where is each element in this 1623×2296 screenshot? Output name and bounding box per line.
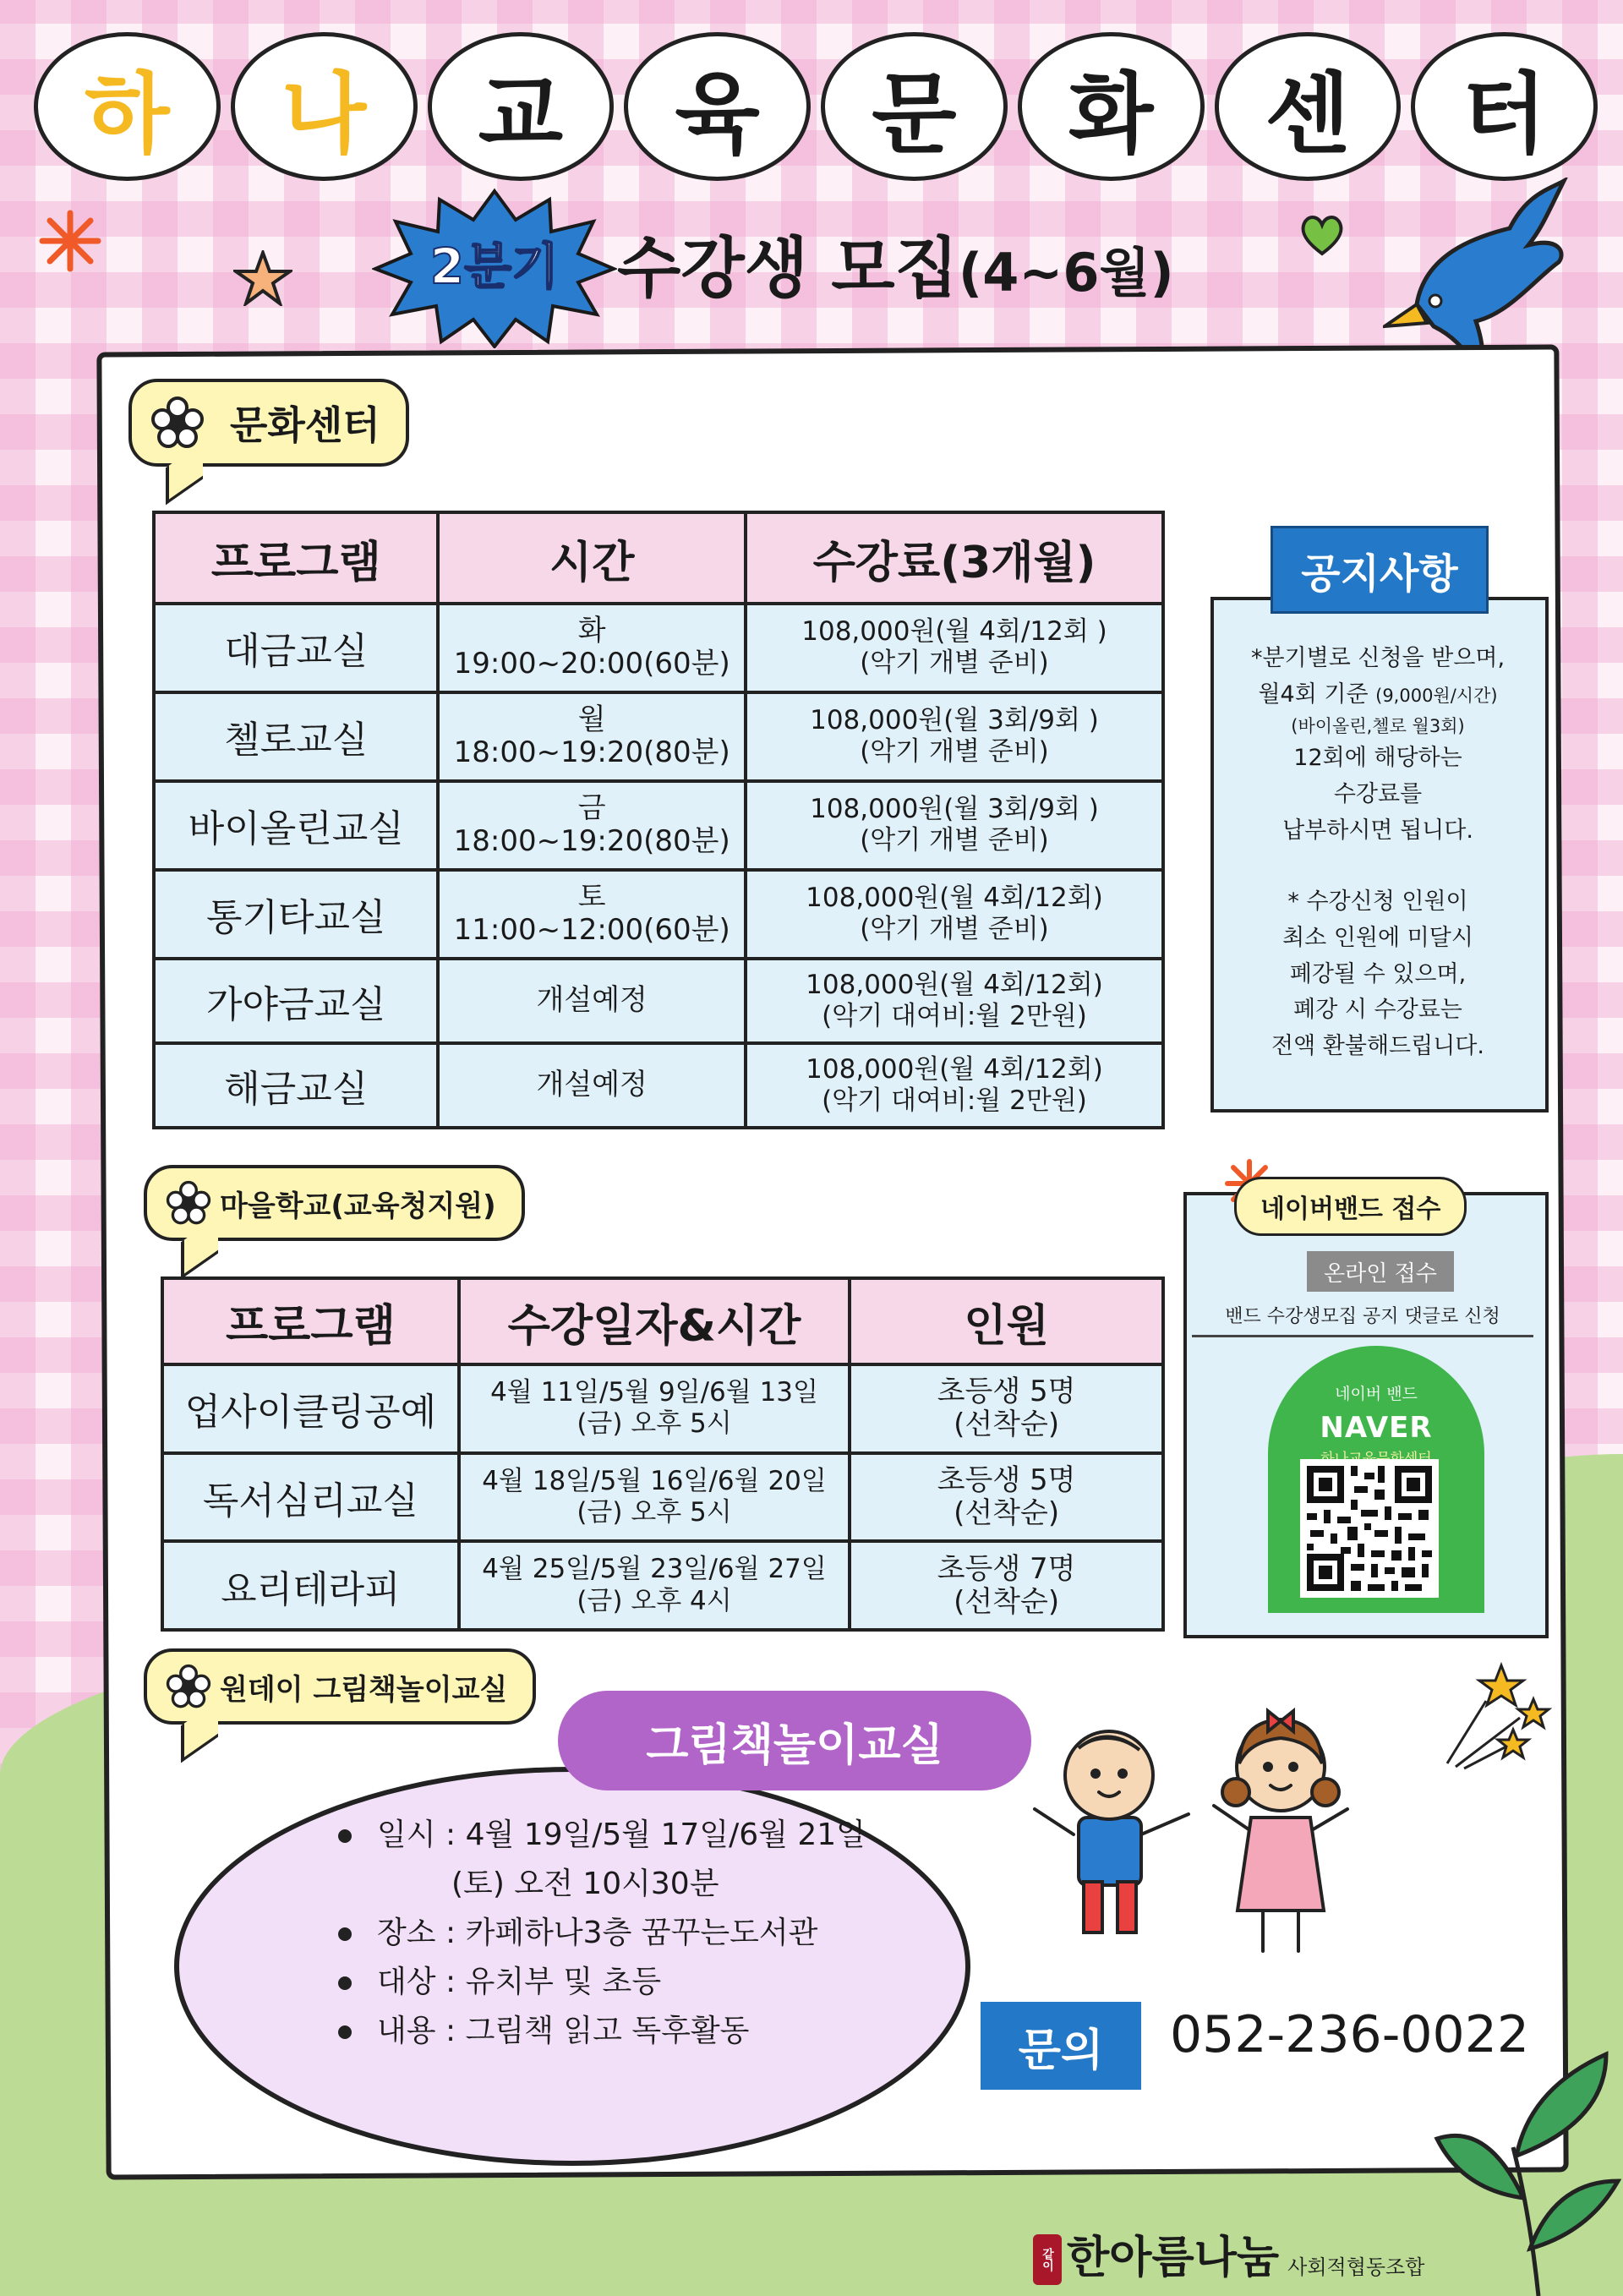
list-item: 내용 : 그림책 읽고 독후활동: [338, 2007, 866, 2056]
village-section-label: 마을학교(교육청지원): [220, 1189, 496, 1223]
village-table: [161, 1276, 1165, 1632]
stars-icon: [1442, 1662, 1552, 1772]
title-char: 나: [231, 32, 418, 181]
oneday-section-label: 원데이 그림책놀이교실: [220, 1672, 508, 1707]
recruit-subtitle: [617, 216, 1174, 310]
date-cell: 4월 18일/5월 16일/6월 20일 (금) 오후 5시: [459, 1453, 850, 1542]
table-header: 프로그램: [154, 512, 438, 604]
title-char: 센: [1215, 32, 1402, 181]
notice-title: 공지사항: [1271, 526, 1489, 614]
fee-cell: 108,000원(월 3회/9회 ) (악기 개별 준비): [746, 692, 1163, 781]
program-cell: 첼로교실: [154, 692, 438, 781]
fee-cell: 108,000원(월 4회/12회 ) (악기 개별 준비): [746, 604, 1163, 692]
band-tag: 네이버밴드 접수: [1234, 1177, 1467, 1236]
table-header: 인원: [850, 1278, 1163, 1364]
notice-line: 납부하시면 됩니다.: [1282, 817, 1473, 844]
subtitle-period: (4~6월): [958, 242, 1174, 303]
organization-logo: [1033, 2222, 1424, 2285]
title-row: [34, 32, 1598, 176]
title-char: 하: [34, 32, 221, 181]
list-item: 대상 : 유치부 및 초등: [338, 1958, 866, 2007]
culture-table: [152, 511, 1165, 1129]
title-char: 터: [1411, 32, 1598, 181]
table-header: 수강일자&시간: [459, 1278, 850, 1364]
org-name: 한아름나눔: [1067, 2233, 1280, 2283]
program-cell: 바이올린교실: [154, 781, 438, 870]
notice-line: 폐강될 수 있으며,: [1289, 960, 1467, 987]
table-header: 시간: [438, 512, 746, 604]
time-cell: 개설예정: [438, 1043, 746, 1128]
fee-cell: 108,000원(월 4회/12회) (악기 대여비:월 2만원): [746, 1043, 1163, 1128]
table-row: [154, 870, 1163, 959]
date-cell: 4월 11일/5월 9일/6월 13일 (금) 오후 5시: [459, 1364, 850, 1453]
children-illustration: [1023, 1682, 1361, 1961]
notice-line: 전액 환불해드립니다.: [1271, 1033, 1484, 1060]
inquiry-button[interactable]: 문의: [981, 2002, 1141, 2090]
date-cell: 4월 25일/5월 23일/6월 27일 (금) 오후 4시: [459, 1541, 850, 1630]
notice-line: 수강료를: [1333, 781, 1423, 808]
fee-cell: 108,000원(월 4회/12회) (악기 대여비:월 2만원): [746, 959, 1163, 1043]
village-section-bubble: [144, 1165, 525, 1241]
table-row: [162, 1364, 1163, 1453]
table-header: 수강료(3개월): [746, 512, 1163, 604]
flower-icon: [166, 1664, 211, 1709]
title-char: 문: [821, 32, 1008, 181]
time-cell: 월 18:00~19:20(80분): [438, 692, 746, 781]
naver-logo: NAVER: [1320, 1411, 1433, 1445]
program-cell: 독서심리교실: [162, 1453, 459, 1542]
band-description: 밴드 수강생모집 공지 댓글로 신청: [1192, 1302, 1533, 1337]
count-cell: 초등생 5명 (선착순): [850, 1453, 1163, 1542]
fee-cell: 108,000원(월 4회/12회) (악기 개별 준비): [746, 870, 1163, 959]
count-cell: 초등생 7명 (선착순): [850, 1541, 1163, 1630]
title-char: 육: [624, 32, 811, 181]
picturebook-pill: 그림책놀이교실: [558, 1691, 1031, 1790]
table-header: 프로그램: [162, 1278, 459, 1364]
program-cell: 통기타교실: [154, 870, 438, 959]
sparkle-icon: [39, 210, 101, 272]
list-item: 일시 : 4월 19일/5월 17일/6월 21일: [338, 1811, 866, 1860]
count-cell: 초등생 5명 (선착순): [850, 1364, 1163, 1453]
table-row: [154, 959, 1163, 1043]
table-row: [162, 1453, 1163, 1542]
org-seal: 같이: [1033, 2234, 1062, 2285]
program-cell: 업사이클링공예: [162, 1364, 459, 1453]
program-cell: 대금교실: [154, 604, 438, 692]
table-row: [162, 1541, 1163, 1630]
title-char: 교: [428, 32, 615, 181]
table-row: [154, 604, 1163, 692]
program-cell: 가야금교실: [154, 959, 438, 1043]
notice-line: 월4회 기준 (9,000원/시간): [1258, 681, 1498, 708]
phone-number: 052-236-0022: [1170, 2005, 1530, 2064]
heart-icon: [1298, 213, 1346, 257]
culture-section-bubble: [128, 379, 409, 467]
notice-line: 12회에 해당하는: [1293, 745, 1462, 772]
subtitle-main: 수강생 모집: [617, 231, 959, 307]
quarter-badge: 2분기: [429, 238, 560, 295]
leaves-icon: [1429, 1995, 1623, 2296]
table-row: [154, 781, 1163, 870]
program-cell: 해금교실: [154, 1043, 438, 1128]
fee-cell: 108,000원(월 3회/9회 ) (악기 개별 준비): [746, 781, 1163, 870]
star-icon: [233, 250, 292, 306]
notice-line: 폐강 시 수강료는: [1293, 997, 1462, 1024]
title-char: 화: [1018, 32, 1205, 181]
bird-icon: [1383, 178, 1569, 372]
notice-body: [1217, 641, 1538, 1065]
notice-line: (바이올린,첼로 월3회): [1291, 716, 1465, 737]
time-cell: 개설예정: [438, 959, 746, 1043]
table-row: [154, 692, 1163, 781]
oneday-section-bubble: [144, 1648, 536, 1725]
program-cell: 요리테라피: [162, 1541, 459, 1630]
online-apply-label: 온라인 접수: [1307, 1251, 1454, 1292]
time-cell: 금 18:00~19:20(80분): [438, 781, 746, 870]
oneday-details: [338, 1811, 866, 2056]
notice-line: * 수강신청 인원이: [1287, 888, 1468, 916]
time-cell: 화 19:00~20:00(60분): [438, 604, 746, 692]
culture-section-label: 문화센터: [230, 402, 380, 448]
qr-code-icon[interactable]: [1300, 1459, 1439, 1598]
list-item: 장소 : 카페하나3층 꿈꾸는도서관: [338, 1909, 866, 1958]
notice-line: *분기별로 신청을 받으며,: [1250, 645, 1506, 671]
org-type: 사회적협동조합: [1287, 2255, 1425, 2279]
table-row: [154, 1043, 1163, 1128]
flower-icon: [166, 1180, 211, 1226]
list-item: (토) 오전 10시30분: [451, 1867, 719, 1901]
time-cell: 토 11:00~12:00(60분): [438, 870, 746, 959]
naver-top-label: 네이버 밴드: [1335, 1385, 1418, 1403]
flower-icon: [150, 396, 205, 450]
notice-line: 최소 인원에 미달시: [1282, 925, 1473, 952]
